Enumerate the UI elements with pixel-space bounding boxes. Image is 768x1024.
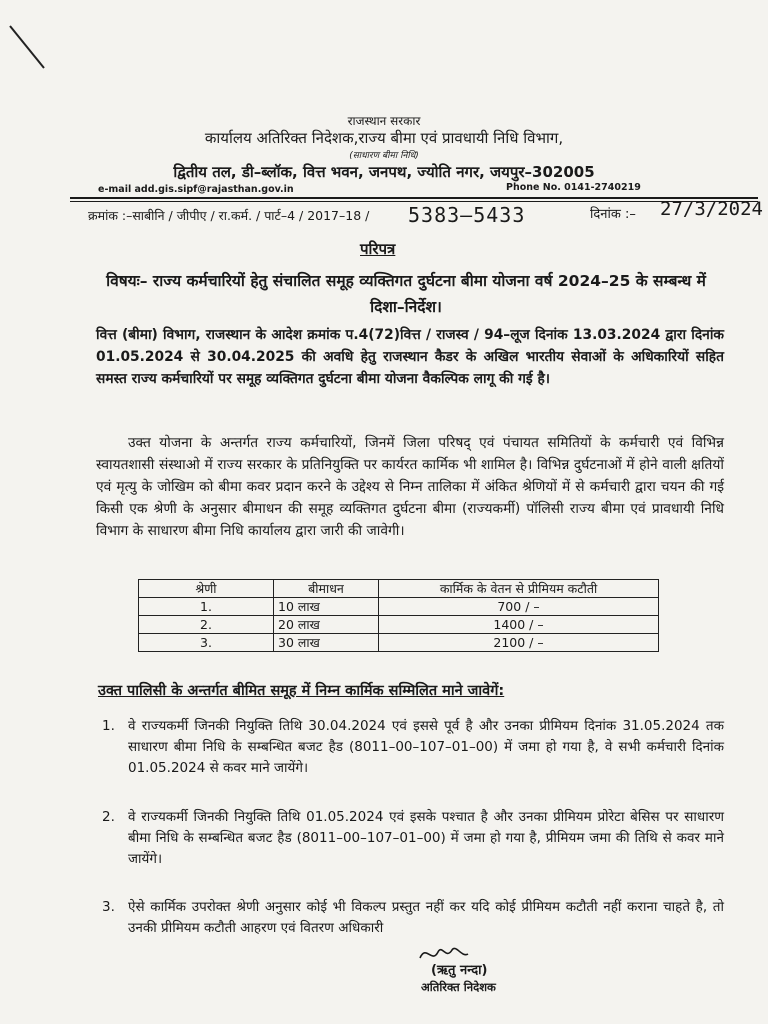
table-header-row (139, 580, 659, 598)
table-cell: 2. (139, 616, 274, 634)
header-rule (70, 197, 758, 199)
signatory-designation: अतिरिक्त निदेशक (421, 980, 496, 994)
list-item (102, 716, 724, 779)
subject-line: विषयः– राज्य कर्मचारियों हेतु संचालित समूह व्यक्तिगत दुर्घटना बीमा योजना वर्ष 2024–25 के सम्बन्ध में दिशा–निर्देश। (106, 272, 706, 316)
reference-number-prefix: क्रमांक :–साबीनि / जीपीए / रा.कर्म. / पार्ट–4 / 2017–18 / (88, 208, 370, 223)
date-label: दिनांक :– (590, 207, 636, 222)
table-cell: 3. (139, 634, 274, 652)
list-item-number: 1. (102, 718, 115, 734)
table-row (139, 616, 659, 634)
corner-scan-mark (8, 22, 48, 72)
table-row (139, 598, 659, 616)
list-item-text: ऐसे कार्मिक उपरोक्त श्रेणी अनुसार कोई भी विकल्प प्रस्तुत नहीं कर यदि कोई प्रीमियम कटौती नहीं कराना चाहते है, तो उनकी प्रीमियम कटौती आहरण एवं वितरण अधिकारी (128, 899, 724, 936)
list-item-number: 3. (102, 899, 115, 915)
table-row (139, 634, 659, 652)
list-item-text: वे राज्यकर्मी जिनकी नियुक्ति तिथि 01.05.2024 एवं इसके पश्चात है और उनका प्रीमियम प्रोरेटा बेसिस पर साधारण बीमा निधि के सम्बन्धित बजट हैड (8011–00–107–01–00) में जमा हो गया है, प्रीमियम जमा की तिथि से कवर माने जायेंगे। (128, 809, 724, 867)
table-header: बीमाधन (274, 580, 379, 598)
reference-number-handwritten: 5383–5433 (408, 203, 526, 227)
list-heading: उक्त पालिसी के अन्तर्गत बीमित समूह में निम्न कार्मिक सम्मिलित माने जावेगें: (98, 683, 505, 699)
paragraph-order: वित्त (बीमा) विभाग, राजस्थान के आदेश क्रमांक प.4(72)वित्त / राजस्व / 94–लूज दिनांक 13.03.2024 द्वारा दिनांक 01.05.2024 से 30.04.2025 की अवधि हेतु राजस्थान कैडर के अखिल भारतीय सेवाओं के अधिकारियों सहित समस्त राज्य कर्मचारियों पर समूह व्यक्तिगत दुर्घटना बीमा योजना वैकल्पिक लागू की गई है। (96, 327, 724, 387)
email-address: e-mail add.gis.sipf@rajasthan.gov.in (98, 184, 294, 195)
table-header: कार्मिक के वेतन से प्रीमियम कटौती (379, 580, 659, 598)
office-address: द्वितीय तल, डी–ब्लॉक, वित्त भवन, जनपथ, ज्योति नगर, जयपुर–302005 (173, 163, 595, 181)
list-item (102, 807, 724, 870)
table-cell: 30 लाख (274, 634, 379, 652)
list-item (102, 897, 724, 939)
office-name: कार्यालय अतिरिक्त निदेशक,राज्य बीमा एवं प्रावधायी निधि विभाग, (204, 129, 564, 147)
table-cell: 20 लाख (274, 616, 379, 634)
list-item-text: वे राज्यकर्मी जिनकी नियुक्ति तिथि 30.04.2024 एवं इससे पूर्व है और उनका प्रीमियम दिनांक 31.05.2024 तक साधारण बीमा निधि के सम्बन्धित बजट हैड (8011–00–107–01–00) में जमा हो गया है, वे सभी कर्मचारी दिनांक 01.05.2024 से कवर माने जायेंगे। (128, 718, 724, 776)
paragraph-scheme: उक्त योजना के अन्तर्गत राज्य कर्मचारियों, जिनमें जिला परिषद् एवं पंचायत समितियों के कर्मचारी एवं विभिन्न स्वायतशासी संस्थाओ में राज्य सरकार के प्रतिनियुक्ति पर कार्यरत कार्मिक भी शामिल है। विभिन्न दुर्घटनाओं में होने वाली क्षतियों एवं मृत्यु के जोखिम को बीमा कवर प्रदान करने के उद्देश्य से निम्न तालिका में अंकित श्रेणियों में से कर्मचारी द्वारा चयन की गई किसी एक श्रेणी के अनुसार बीमाधन की समूह व्यक्तिगत दुर्घटना बीमा (राज्यकर्मी) पॉलिसी राज्य बीमा एवं प्रावधायी निधि विभाग के साधारण बीमा निधि कार्यालय द्वारा जारी की जावेगी। (96, 435, 725, 539)
document-type: परिपत्र (360, 240, 396, 258)
table-cell: 1. (139, 598, 274, 616)
table-cell: 2100 / – (379, 634, 659, 652)
header-rule-thin (70, 201, 758, 202)
sub-office-name: (साधारण बीमा निधि) (349, 151, 419, 161)
table-cell: 10 लाख (274, 598, 379, 616)
govt-name: राजस्थान सरकार (347, 114, 421, 128)
table-header: श्रेणी (139, 580, 274, 598)
phone-number: Phone No. 0141-2740219 (506, 182, 641, 193)
table-cell: 1400 / – (379, 616, 659, 634)
table-cell: 700 / – (379, 598, 659, 616)
date-handwritten: 27/3/2024 (660, 198, 763, 220)
list-item-number: 2. (102, 809, 115, 825)
premium-table (138, 579, 659, 652)
signatory-name: (ऋतु नन्दा) (431, 963, 488, 978)
